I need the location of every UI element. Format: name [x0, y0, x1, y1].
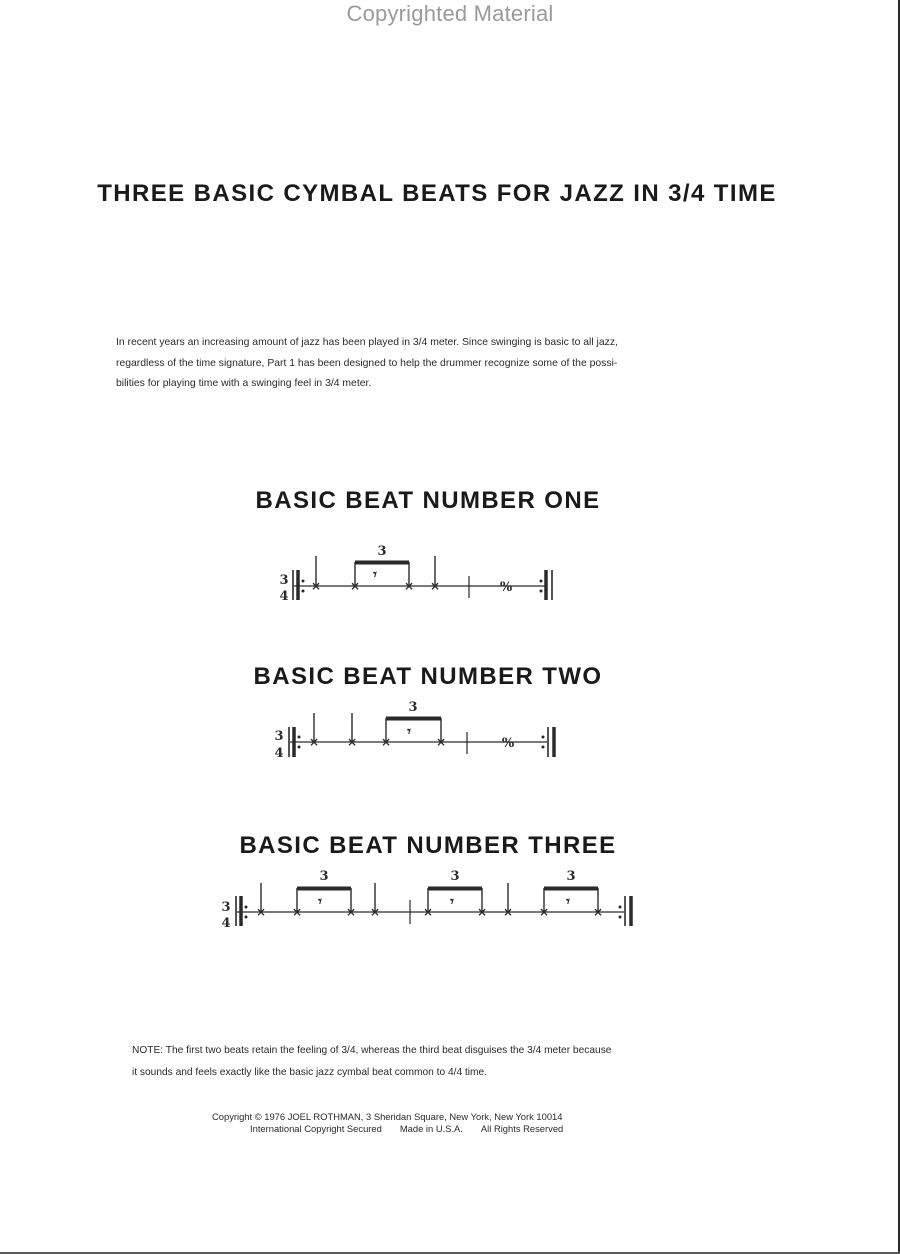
svg-text:𝄾: 𝄾 — [318, 894, 322, 910]
triplet-label: 3 — [450, 869, 460, 884]
svg-text:×: × — [310, 579, 322, 593]
svg-text:𝄾: 𝄾 — [373, 567, 377, 583]
beat-two-staff — [262, 695, 572, 765]
svg-text:×: × — [538, 905, 550, 919]
rights-reserved: All Rights Reserved — [480, 1123, 564, 1134]
repeat-measure-sign: % — [501, 736, 515, 751]
intro-line: In recent years an increasing amount of jazz has been played in 3/4 meter. Since swinging is basic to all jazz, — [116, 337, 618, 348]
time-signature-bottom: 4 — [221, 916, 231, 931]
svg-text:×: × — [435, 735, 447, 749]
svg-text:×: × — [429, 579, 441, 593]
time-signature-top: 3 — [279, 573, 289, 588]
svg-text:×: × — [422, 905, 434, 919]
copyright-line: Copyright © 1976 JOEL ROTHMAN, 3 Sheridan Square, New York, New York 10014 — [212, 1111, 563, 1122]
beat-one-title: BASIC BEAT NUMBER ONE — [255, 487, 601, 514]
beat-three-staff — [210, 862, 640, 934]
time-signature-bottom: 4 — [274, 746, 284, 761]
copyright-line — [212, 1123, 712, 1135]
triplet-label: 3 — [319, 869, 329, 884]
beat-one-staff — [270, 540, 570, 606]
svg-text:×: × — [502, 905, 514, 919]
svg-text:×: × — [403, 579, 415, 593]
triplet-label: 3 — [377, 544, 387, 559]
svg-text:𝄾: 𝄾 — [450, 894, 454, 910]
svg-text:𝄾: 𝄾 — [566, 894, 570, 910]
note-line: it sounds and feels exactly like the basic jazz cymbal beat common to 4/4 time. — [132, 1067, 488, 1078]
svg-text:×: × — [345, 905, 357, 919]
svg-text:×: × — [592, 905, 604, 919]
time-signature-bottom: 4 — [279, 589, 289, 604]
note-paragraph — [132, 1040, 792, 1084]
copyright-notice — [212, 1111, 712, 1135]
svg-text:𝄾: 𝄾 — [407, 724, 411, 740]
time-signature-top: 3 — [274, 729, 284, 744]
svg-text:×: × — [255, 905, 267, 919]
note-line: NOTE: The first two beats retain the feeling of 3/4, whereas the third beat disguises the 3/4 meter because — [132, 1045, 612, 1056]
intro-line: regardless of the time signature, Part 1 has been designed to help the drummer recognize some of the possi- — [116, 357, 618, 369]
intro-paragraph — [116, 333, 756, 395]
svg-text:×: × — [291, 905, 303, 919]
triplet-label: 3 — [566, 869, 576, 884]
page-title: THREE BASIC CYMBAL BEATS FOR JAZZ IN 3/4 TIME — [97, 180, 777, 207]
watermark: Copyrighted Material — [346, 1, 554, 26]
time-signature-top: 3 — [221, 900, 231, 915]
svg-text:×: × — [346, 735, 358, 749]
svg-text:×: × — [349, 579, 361, 593]
made-in: Made in U.S.A. — [399, 1123, 463, 1134]
repeat-measure-sign: % — [499, 580, 513, 595]
copyright-secured: International Copyright Secured — [250, 1123, 382, 1134]
svg-text:×: × — [476, 905, 488, 919]
beat-three-title: BASIC BEAT NUMBER THREE — [239, 832, 617, 859]
triplet-label: 3 — [408, 700, 418, 715]
svg-text:×: × — [369, 905, 381, 919]
svg-text:×: × — [308, 735, 320, 749]
beat-two-title: BASIC BEAT NUMBER TWO — [253, 663, 603, 690]
svg-text:×: × — [380, 735, 392, 749]
intro-line: bilities for playing time with a swinging feel in 3/4 meter. — [116, 378, 372, 389]
